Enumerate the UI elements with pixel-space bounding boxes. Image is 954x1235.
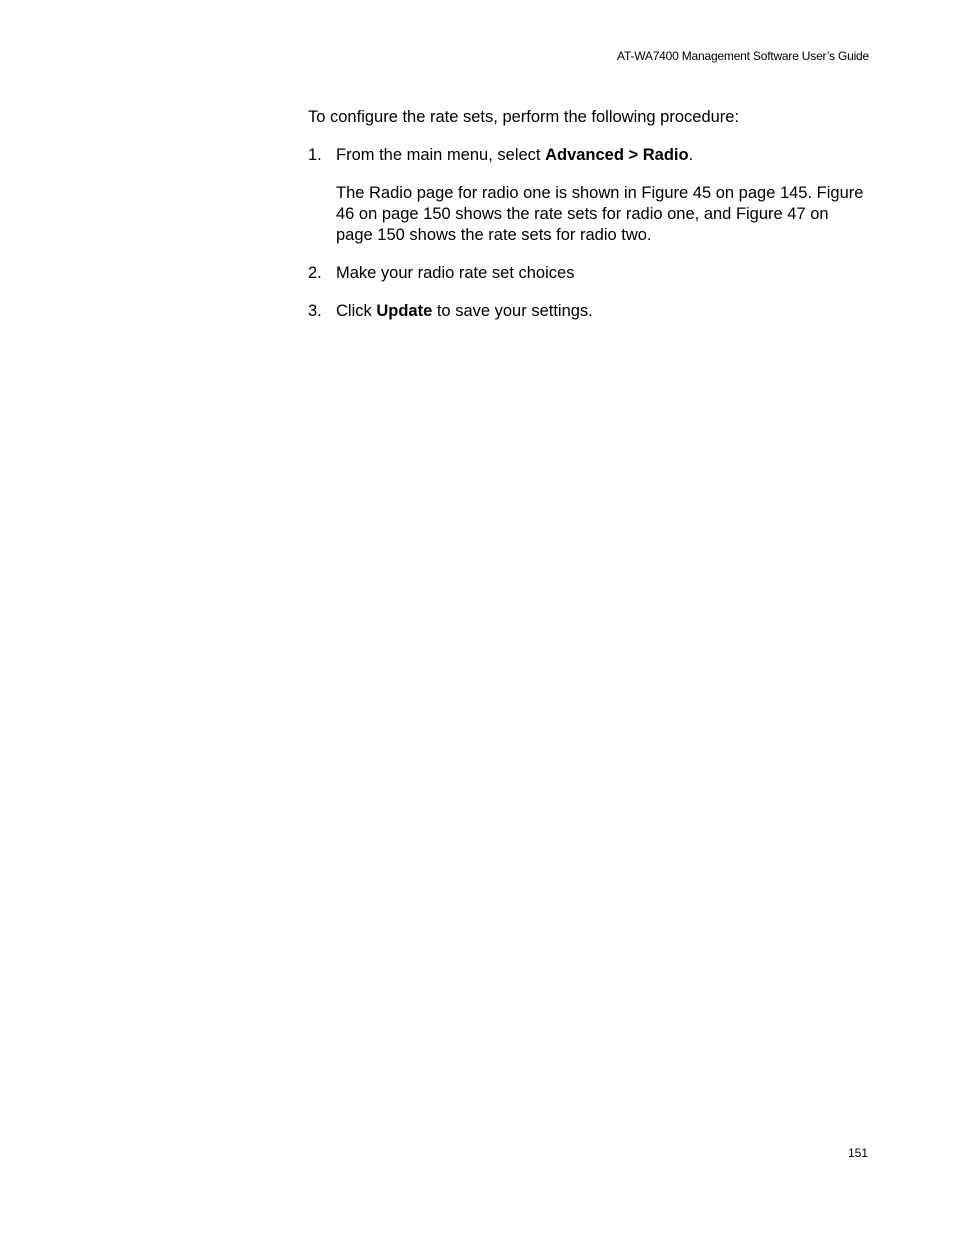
intro-paragraph: To configure the rate sets, perform the following procedure: (308, 108, 740, 126)
step-2 (308, 263, 868, 284)
page-number: 151 (847, 1146, 868, 1160)
step-text: From the main menu, select Advanced > Radio. (336, 146, 694, 164)
menu-path: Advanced > Radio (545, 146, 689, 164)
step-1-note: The Radio page for radio one is shown in Figure 45 on page 145. Figure 46 on page 150 shows the rate sets for radio one, and Figure 47 on page 150 shows the rate sets for radio two. (336, 184, 864, 244)
step-3 (308, 301, 868, 322)
step-number: 3. (308, 302, 322, 320)
running-header: AT-WA7400 Management Software User’s Guide (617, 49, 869, 63)
step-text: Make your radio rate set choices (336, 264, 575, 282)
step-1 (308, 145, 868, 166)
step-text: Click Update to save your settings. (336, 302, 593, 320)
update-keyword: Update (376, 302, 433, 320)
step-number: 2. (308, 264, 322, 282)
step-number: 1. (308, 146, 322, 164)
main-content (308, 107, 868, 339)
